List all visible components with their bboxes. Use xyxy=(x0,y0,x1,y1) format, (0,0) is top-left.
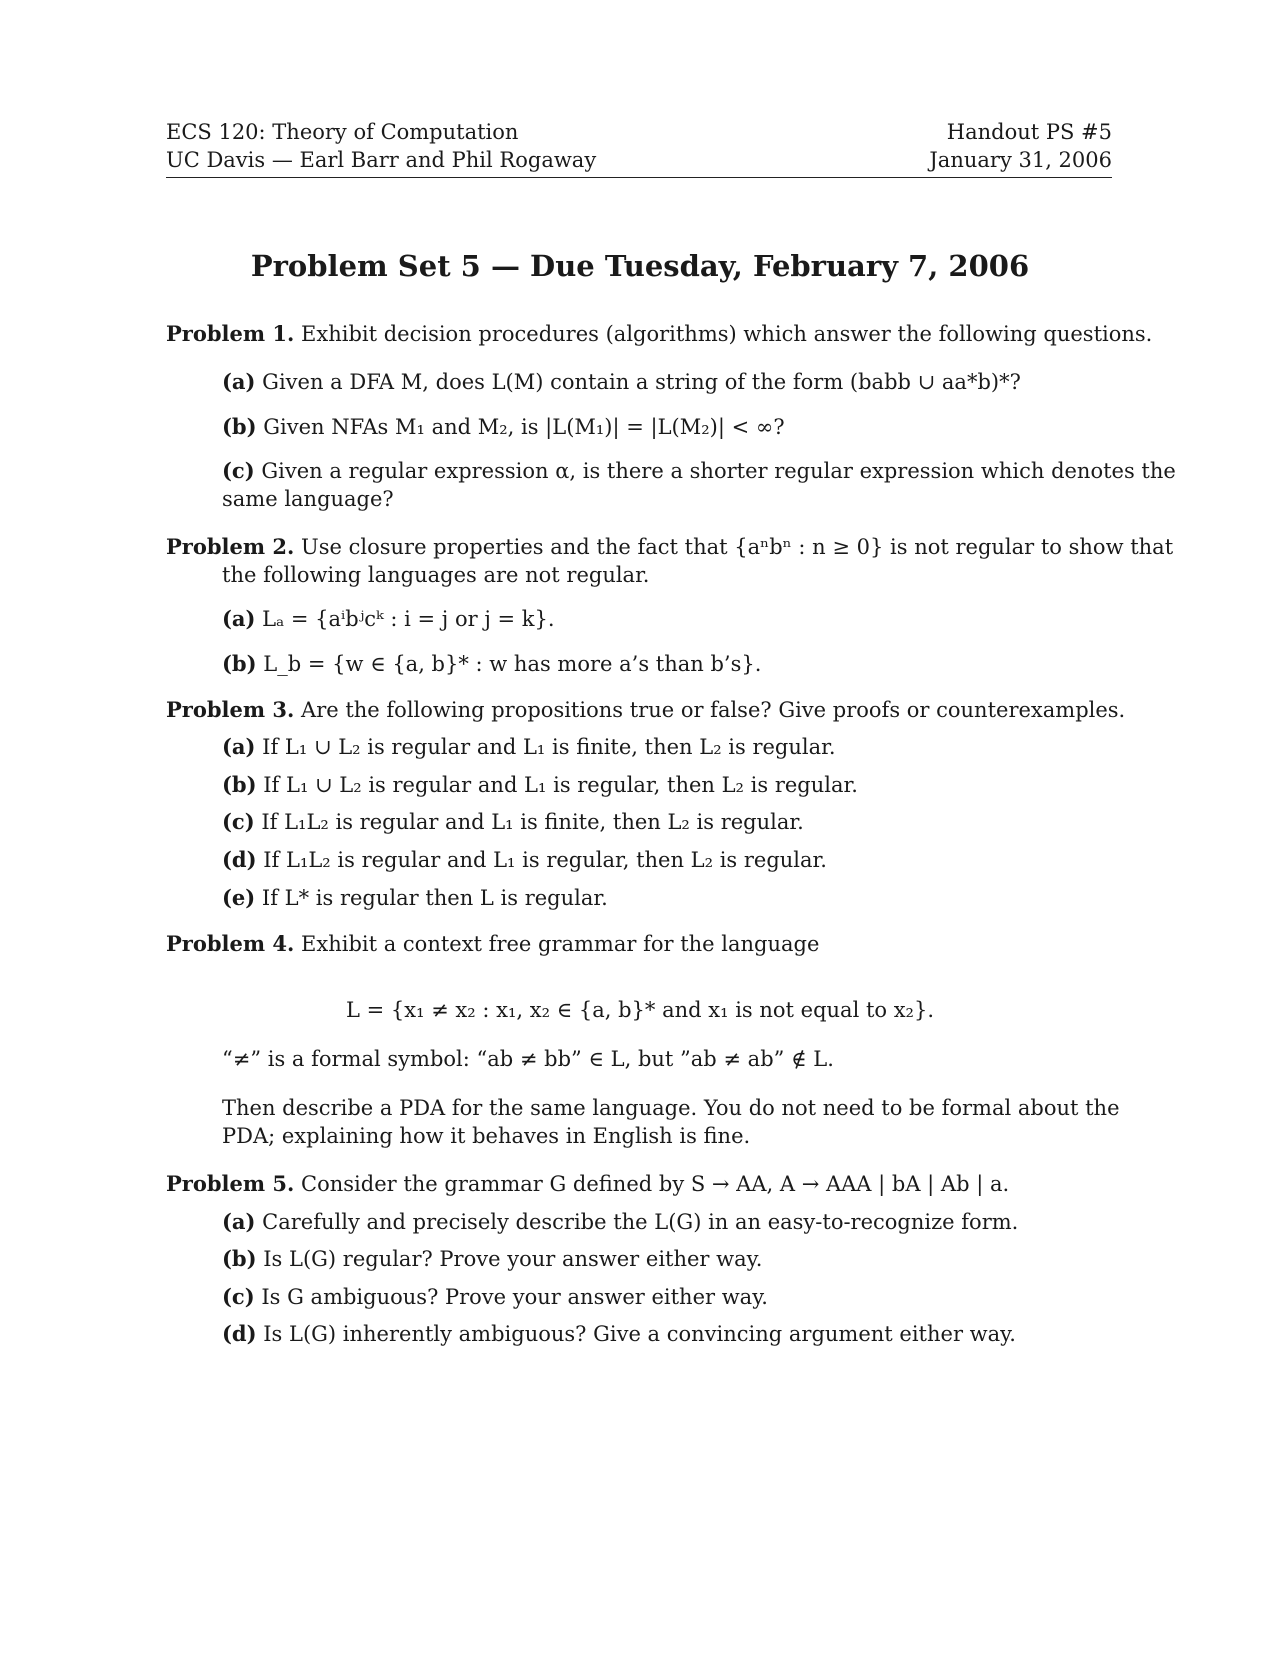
problem-1a xyxy=(222,368,1021,396)
problem-5-text: Consider the grammar G defined by S → AA, A → AAA | bA | Ab | a. xyxy=(301,1172,1010,1196)
handout-number: Handout PS #5 xyxy=(946,120,1112,144)
problem-2b xyxy=(222,650,761,678)
problem-5c xyxy=(222,1283,768,1311)
problem-1c xyxy=(222,457,1176,485)
problem-4-statement xyxy=(166,930,819,958)
problem-2-statement xyxy=(166,533,1173,561)
problem-2a-text: Lₐ = {aⁱbʲcᵏ : i = j or j = k}. xyxy=(262,607,555,631)
problem-3e xyxy=(222,884,608,912)
problem-2a-label: (a) xyxy=(222,606,256,631)
problem-1a-label: (a) xyxy=(222,369,256,394)
problem-3b-label: (b) xyxy=(222,772,257,797)
problem-5a xyxy=(222,1208,1018,1236)
problem-1c-label: (c) xyxy=(222,458,255,483)
problem-3-label: Problem 3. xyxy=(166,697,295,722)
problem-3a-label: (a) xyxy=(222,734,256,759)
problem-1c-text: Given a regular expression α, is there a shorter regular expression which denotes the xyxy=(261,459,1176,483)
problem-5a-text: Carefully and precisely describe the L(G) in an easy-to-recognize form. xyxy=(262,1210,1019,1234)
problem-4-pda-line-1: Then describe a PDA for the same language. You do not need to be formal about the xyxy=(222,1096,1120,1120)
problem-5c-label: (c) xyxy=(222,1284,255,1309)
problem-2-cont: the following languages are not regular. xyxy=(222,563,650,587)
problem-5d-text: Is L(G) inherently ambiguous? Give a convincing argument either way. xyxy=(263,1322,1016,1346)
problem-3d-label: (d) xyxy=(222,847,257,872)
problem-3a-text: If L₁ ∪ L₂ is regular and L₁ is finite, then L₂ is regular. xyxy=(262,735,836,759)
problem-3a xyxy=(222,733,836,761)
problem-3d-text: If L₁L₂ is regular and L₁ is regular, then L₂ is regular. xyxy=(263,848,827,872)
problem-5d-label: (d) xyxy=(222,1321,257,1346)
problem-5c-text: Is G ambiguous? Prove your answer either way. xyxy=(261,1285,768,1309)
problem-3b-text: If L₁ ∪ L₂ is regular and L₁ is regular, then L₂ is regular. xyxy=(263,773,858,797)
problem-2-label: Problem 2. xyxy=(166,534,295,559)
handout-date: January 31, 2006 xyxy=(929,148,1112,172)
problem-4-note: “≠” is a formal symbol: “ab ≠ bb” ∈ L, but ”ab ≠ ab” ∉ L. xyxy=(222,1047,834,1071)
problem-1a-text: Given a DFA M, does L(M) contain a string of the form (babb ∪ aa*b)*? xyxy=(262,370,1021,394)
problem-3c-text: If L₁L₂ is regular and L₁ is finite, then L₂ is regular. xyxy=(261,810,804,834)
problem-3d xyxy=(222,846,827,874)
problem-5b-label: (b) xyxy=(222,1246,257,1271)
problem-3-text: Are the following propositions true or false? Give proofs or counterexamples. xyxy=(301,698,1126,722)
problem-2a xyxy=(222,605,555,633)
problem-1c-cont: same language? xyxy=(222,487,394,511)
problem-5d xyxy=(222,1320,1016,1348)
problem-1b-text: Given NFAs M₁ and M₂, is |L(M₁)| = |L(M₂)| < ∞? xyxy=(263,415,785,439)
problem-3b xyxy=(222,771,858,799)
problem-2-text: Use closure properties and the fact that {aⁿbⁿ : n ≥ 0} is not regular to show that xyxy=(301,535,1174,559)
problem-3c-label: (c) xyxy=(222,809,255,834)
problem-3e-text: If L* is regular then L is regular. xyxy=(261,886,608,910)
problem-4-display-equation: L = {x₁ ≠ x₂ : x₁, x₂ ∈ {a, b}* and x₁ is not equal to x₂}. xyxy=(345,998,935,1022)
problem-1-statement xyxy=(166,320,1152,348)
problem-5-statement xyxy=(166,1170,1009,1198)
problem-4-label: Problem 4. xyxy=(166,931,295,956)
problem-2b-label: (b) xyxy=(222,651,257,676)
header-right xyxy=(929,118,1112,174)
page-title: Problem Set 5 — Due Tuesday, February 7, 2006 xyxy=(250,249,1030,283)
problem-4-text: Exhibit a context free grammar for the language xyxy=(301,932,820,956)
problem-1-text: Exhibit decision procedures (algorithms) which answer the following questions. xyxy=(301,322,1153,346)
problem-3c xyxy=(222,808,804,836)
header-rule xyxy=(166,177,1112,178)
problem-2b-text: L_b = {w ∈ {a, b}* : w has more a’s than b’s}. xyxy=(263,652,762,676)
problem-5b-text: Is L(G) regular? Prove your answer either way. xyxy=(263,1247,763,1271)
problem-1b-label: (b) xyxy=(222,414,257,439)
problem-5a-label: (a) xyxy=(222,1209,256,1234)
course-title: ECS 120: Theory of Computation xyxy=(166,120,519,144)
problem-3e-label: (e) xyxy=(222,885,256,910)
problem-1b xyxy=(222,413,785,441)
problem-5-label: Problem 5. xyxy=(166,1171,295,1196)
instructors: UC Davis — Earl Barr and Phil Rogaway xyxy=(166,148,597,172)
problem-1-label: Problem 1. xyxy=(166,321,295,346)
problem-5b xyxy=(222,1245,762,1273)
problem-3-statement xyxy=(166,696,1125,724)
header-left xyxy=(166,118,596,174)
problem-4-pda-line-2: PDA; explaining how it behaves in English is fine. xyxy=(222,1124,751,1148)
